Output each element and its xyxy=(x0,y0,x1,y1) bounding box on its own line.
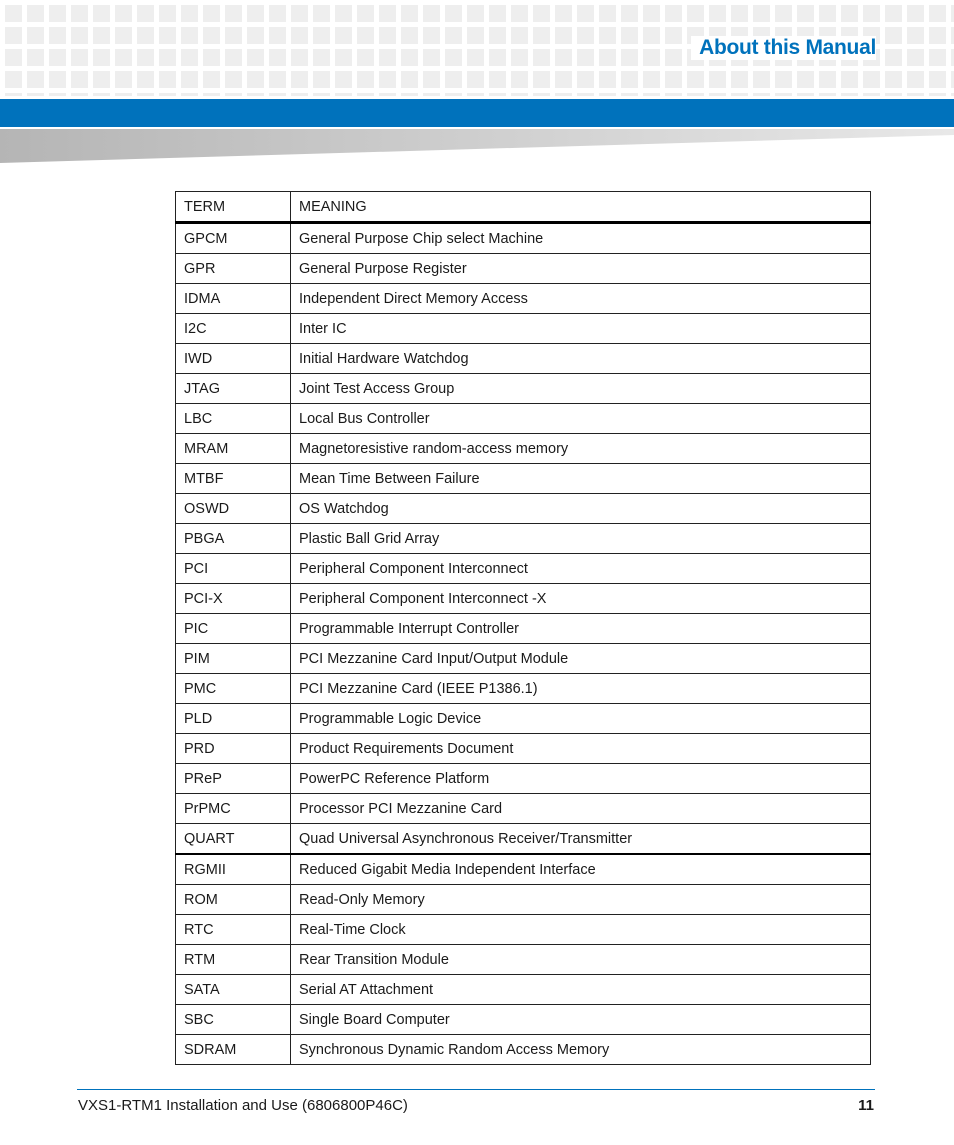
footer-rule xyxy=(77,1089,875,1090)
meaning-cell: Rear Transition Module xyxy=(291,945,871,975)
table-row xyxy=(176,254,871,284)
table-row xyxy=(176,494,871,524)
meaning-cell: Independent Direct Memory Access xyxy=(291,284,871,314)
table-row xyxy=(176,314,871,344)
footer-page-number: 11 xyxy=(858,1097,874,1114)
meaning-cell: Synchronous Dynamic Random Access Memory xyxy=(291,1035,871,1065)
table-row xyxy=(176,434,871,464)
column-header-term: TERM xyxy=(176,192,291,223)
term-cell: SBC xyxy=(176,1005,291,1035)
meaning-cell: Local Bus Controller xyxy=(291,404,871,434)
meaning-cell: PowerPC Reference Platform xyxy=(291,764,871,794)
term-cell: RTC xyxy=(176,915,291,945)
term-cell: ROM xyxy=(176,885,291,915)
meaning-cell: PCI Mezzanine Card Input/Output Module xyxy=(291,644,871,674)
meaning-cell: Read-Only Memory xyxy=(291,885,871,915)
table-row xyxy=(176,704,871,734)
term-cell: PBGA xyxy=(176,524,291,554)
meaning-cell: Mean Time Between Failure xyxy=(291,464,871,494)
table-row xyxy=(176,524,871,554)
table-row xyxy=(176,464,871,494)
page-title: About this Manual xyxy=(691,36,876,60)
table-row xyxy=(176,764,871,794)
meaning-cell: Serial AT Attachment xyxy=(291,975,871,1005)
table-row xyxy=(176,794,871,824)
table-row xyxy=(176,284,871,314)
term-cell: QUART xyxy=(176,824,291,855)
table-row xyxy=(176,824,871,855)
term-cell: PLD xyxy=(176,704,291,734)
table-row xyxy=(176,223,871,254)
table-row xyxy=(176,885,871,915)
term-cell: IDMA xyxy=(176,284,291,314)
table-row xyxy=(176,584,871,614)
term-cell: SDRAM xyxy=(176,1035,291,1065)
table-row xyxy=(176,1035,871,1065)
glossary-table xyxy=(175,191,871,1065)
footer-document-title: VXS1-RTM1 Installation and Use (6806800P46C) xyxy=(78,1097,408,1114)
term-cell: RTM xyxy=(176,945,291,975)
meaning-cell: Programmable Logic Device xyxy=(291,704,871,734)
meaning-cell: Inter IC xyxy=(291,314,871,344)
term-cell: PrPMC xyxy=(176,794,291,824)
meaning-cell: Joint Test Access Group xyxy=(291,374,871,404)
header-gray-swoosh xyxy=(0,129,954,163)
term-cell: PRD xyxy=(176,734,291,764)
column-header-meaning: MEANING xyxy=(291,192,871,223)
table-row xyxy=(176,975,871,1005)
term-cell: LBC xyxy=(176,404,291,434)
meaning-cell: Programmable Interrupt Controller xyxy=(291,614,871,644)
term-cell: GPCM xyxy=(176,223,291,254)
term-cell: OSWD xyxy=(176,494,291,524)
term-cell: GPR xyxy=(176,254,291,284)
term-cell: I2C xyxy=(176,314,291,344)
term-cell: IWD xyxy=(176,344,291,374)
table-row xyxy=(176,1005,871,1035)
meaning-cell: General Purpose Chip select Machine xyxy=(291,223,871,254)
term-cell: PReP xyxy=(176,764,291,794)
term-cell: PIM xyxy=(176,644,291,674)
table-row xyxy=(176,734,871,764)
meaning-cell: Magnetoresistive random-access memory xyxy=(291,434,871,464)
term-cell: PMC xyxy=(176,674,291,704)
table-row xyxy=(176,915,871,945)
table-row xyxy=(176,614,871,644)
term-cell: JTAG xyxy=(176,374,291,404)
term-cell: MRAM xyxy=(176,434,291,464)
meaning-cell: Real-Time Clock xyxy=(291,915,871,945)
header-blue-bar xyxy=(0,99,954,127)
meaning-cell: Processor PCI Mezzanine Card xyxy=(291,794,871,824)
term-cell: PCI-X xyxy=(176,584,291,614)
meaning-cell: Quad Universal Asynchronous Receiver/Transmitter xyxy=(291,824,871,855)
table-row xyxy=(176,644,871,674)
term-cell: PCI xyxy=(176,554,291,584)
table-row xyxy=(176,344,871,374)
meaning-cell: Peripheral Component Interconnect xyxy=(291,554,871,584)
meaning-cell: General Purpose Register xyxy=(291,254,871,284)
term-cell: MTBF xyxy=(176,464,291,494)
meaning-cell: Single Board Computer xyxy=(291,1005,871,1035)
meaning-cell: OS Watchdog xyxy=(291,494,871,524)
term-cell: SATA xyxy=(176,975,291,1005)
table-header-row xyxy=(176,192,871,223)
meaning-cell: Plastic Ball Grid Array xyxy=(291,524,871,554)
meaning-cell: Peripheral Component Interconnect -X xyxy=(291,584,871,614)
meaning-cell: Initial Hardware Watchdog xyxy=(291,344,871,374)
meaning-cell: PCI Mezzanine Card (IEEE P1386.1) xyxy=(291,674,871,704)
term-cell: PIC xyxy=(176,614,291,644)
table-row xyxy=(176,554,871,584)
term-cell: RGMII xyxy=(176,854,291,885)
table-row xyxy=(176,945,871,975)
table-row xyxy=(176,854,871,885)
meaning-cell: Reduced Gigabit Media Independent Interface xyxy=(291,854,871,885)
table-row xyxy=(176,374,871,404)
table-row xyxy=(176,674,871,704)
table-row xyxy=(176,404,871,434)
meaning-cell: Product Requirements Document xyxy=(291,734,871,764)
glossary-body xyxy=(176,223,871,1065)
